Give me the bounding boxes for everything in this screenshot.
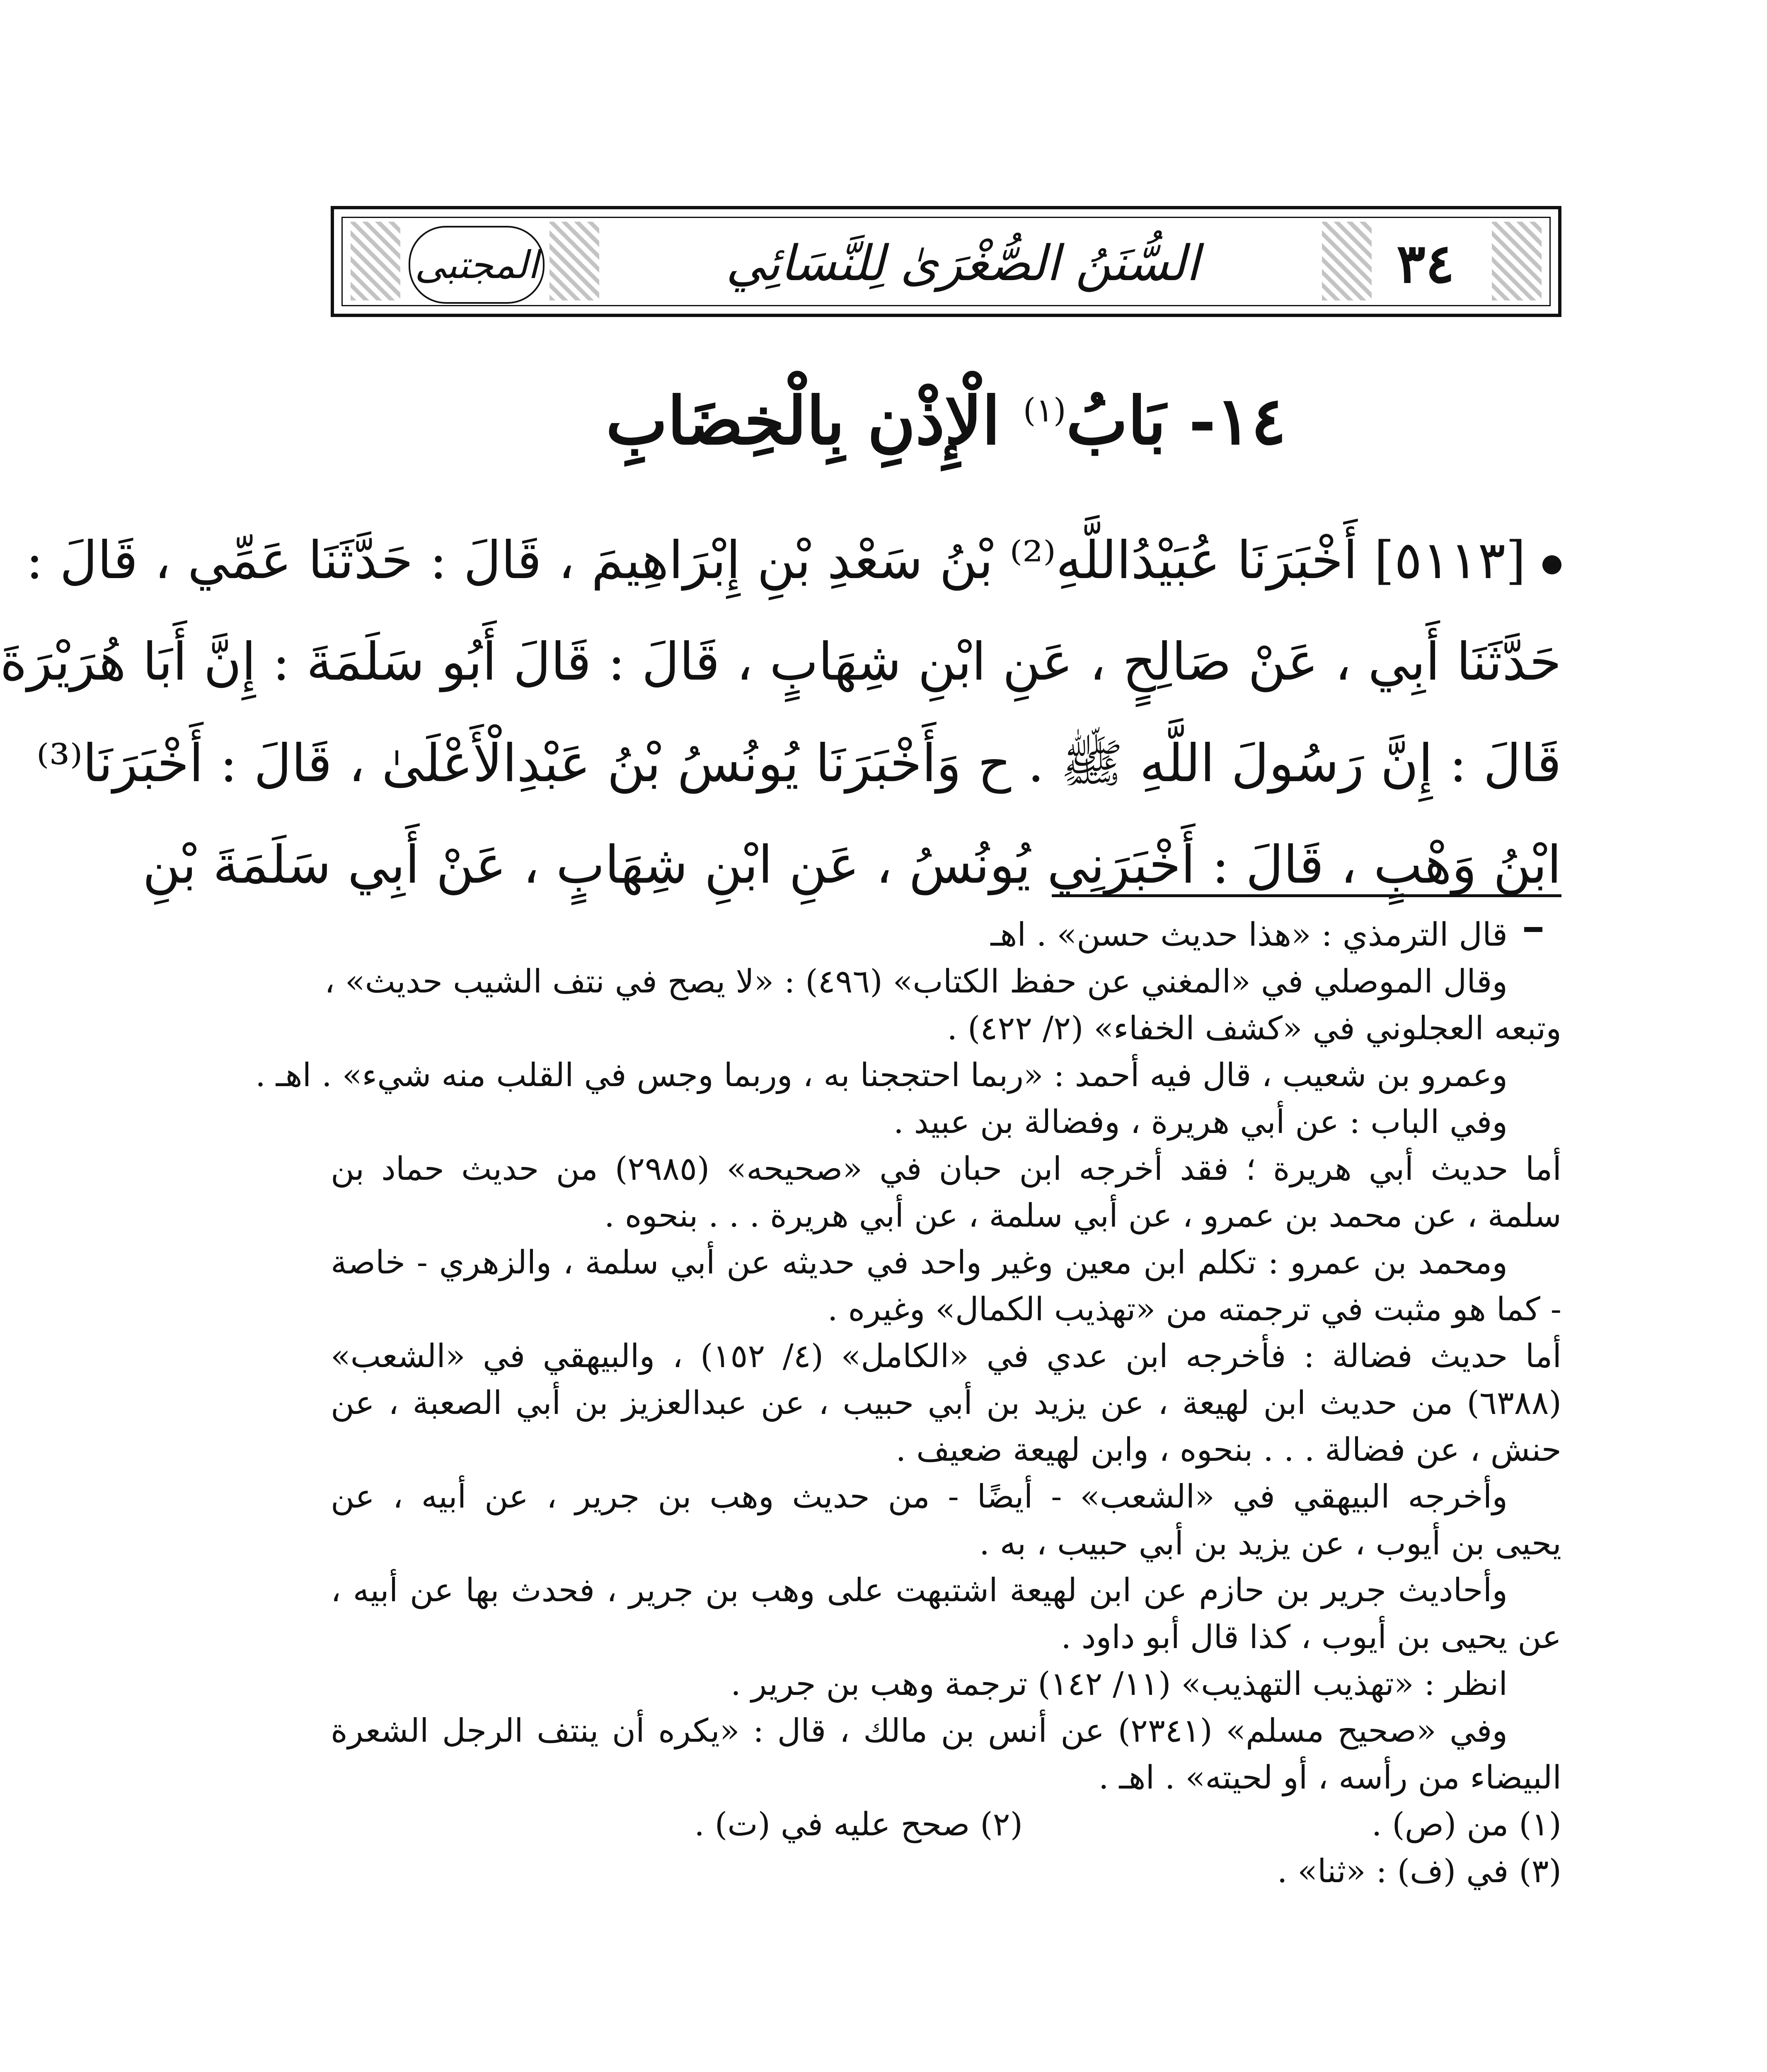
footnote-line: ومحمد بن عمرو : تكلم ابن معين وغير واحد في حديثه عن أبي سلمة ، والزهري - خاصة <box>331 1244 1508 1281</box>
footnote-2: (٢) صحح عليه في (ت) . <box>694 1806 1023 1843</box>
page-number: ٣٤ <box>1397 231 1455 295</box>
footnote-line: سلمة ، عن محمد بن عمرو ، عن أبي سلمة ، عن أبي هريرة . . . بنحوه . <box>604 1197 1561 1234</box>
footnote-ref: (١) <box>1023 391 1066 429</box>
footnote-line: وأحاديث جرير بن حازم عن ابن لهيعة اشتبهت على وهب بن جرير ، فحدث بها عن أبيه ، <box>331 1572 1508 1609</box>
book-title: السُّنَنُ الصُّغْرَىٰ لِلنَّسَائِي <box>726 235 1200 292</box>
page-header <box>331 206 1561 317</box>
header-ornament <box>549 222 599 300</box>
footnote-line: وعمرو بن شعيب ، قال فيه أحمد : «ربما احتججنا به ، وربما وجس في القلب منه شيء» . اهـ . <box>255 1057 1508 1094</box>
footnote-line: البيضاء من رأسه ، أو لحيته» . اهـ . <box>1098 1759 1561 1796</box>
footnote-line: قال الترمذي : «هذا حديث حسن» . اهـ <box>990 916 1508 954</box>
hadith-line: حَدَّثَنَا أَبِي ، عَنْ صَالِحٍ ، عَنِ ابْنِ شِهَابٍ ، قَالَ : قَالَ أَبُو سَلَمَةَ : إِنَّ أَبَا هُرَيْرَةَ <box>0 632 1561 692</box>
chapter-title: الْإِذْنِ بِالْخِضَابِ <box>606 382 1000 460</box>
footnote-line: وتبعه العجلوني في «كشف الخفاء» (٢/ ٤٢٢) . <box>947 1010 1561 1047</box>
footnote-line: يحيى بن أيوب ، عن يزيد بن أبي حبيب ، به . <box>979 1525 1561 1562</box>
footnote-line: أما حديث أبي هريرة ؛ فقد أخرجه ابن حبان في «صحيحه» (٢٩٨٥) من حديث حماد بن <box>331 1150 1561 1188</box>
hadith-line: ابْنُ وَهْبٍ ، قَالَ : أَخْبَرَنِي يُونُسُ ، عَنِ ابْنِ شِهَابٍ ، عَنْ أَبِي سَلَمَةَ بْنِ <box>142 835 1561 895</box>
footnotes <box>255 912 1561 1895</box>
hadith-line: [٥١١٣] أَخْبَرَنَا عُبَيْدُاللَّهِ⁽²⁾ بْنُ سَعْدِ بْنِ إِبْرَاهِيمَ ، قَالَ : حَدَّثَنَا عَمِّي ، قَالَ : <box>331 510 1561 611</box>
footnote-line: أما حديث فضالة : فأخرجه ابن عدي في «الكامل» (٤/ ١٥٢) ، والبيهقي في «الشعب» <box>331 1338 1561 1375</box>
footnote-line <box>331 1801 1561 1848</box>
footnote-line: - كما هو مثبت في ترجمته من «تهذيب الكمال» وغيره . <box>827 1291 1561 1328</box>
bullet-icon <box>1542 555 1561 574</box>
hadith-line: قَالَ : إِنَّ رَسُولَ اللَّهِ ﷺ . ح وَأَخْبَرَنَا يُونُسُ بْنُ عَبْدِالْأَعْلَىٰ ، قَالَ : أَخْبَرَنَا⁽³⁾ <box>36 733 1561 794</box>
footnote-divider <box>1052 894 1561 897</box>
header-ornament <box>1322 222 1372 300</box>
footnote-line: عن يحيى بن أيوب ، كذا قال أبو داود . <box>1061 1619 1561 1656</box>
footnote-line: وفي «صحيح مسلم» (٢٣٤١) عن أنس بن مالك ، قال : «يكره أن ينتف الرجل الشعرة <box>331 1712 1508 1750</box>
footnote-line: وأخرجه البيهقي في «الشعب» - أيضًا - من حديث وهب بن جرير ، عن أبيه ، عن <box>331 1478 1508 1515</box>
footnote-1: (١) من (ص) . <box>1371 1806 1561 1843</box>
header-subtitle: المجتبى <box>409 226 545 304</box>
footnote-3: (٣) في (ف) : «ثنا» . <box>1277 1853 1561 1890</box>
header-ornament <box>1492 222 1542 300</box>
footnote-line: انظر : «تهذيب التهذيب» (١١/ ١٤٢) ترجمة وهب بن جرير . <box>731 1665 1508 1703</box>
header-ornament <box>351 222 400 300</box>
hadith-text <box>0 510 1561 916</box>
footnote-line: (٦٣٨٨) من حديث ابن لهيعة ، عن يزيد بن أبي حبيب ، عن عبدالعزيز بن أبي الصعبة ، عن <box>331 1385 1561 1422</box>
footnote-line: وفي الباب : عن أبي هريرة ، وفضالة بن عبيد . <box>893 1104 1508 1141</box>
footnote-line: وقال الموصلي في «المغني عن حفظ الكتاب» (٤٩٦) : «لا يصح في نتف الشيب حديث» ، <box>324 963 1508 1000</box>
footnote-line: حنش ، عن فضالة . . . بنحوه ، وابن لهيعة ضعيف . <box>896 1431 1561 1469</box>
chapter-number-label: ١٤- بَابُ <box>1066 382 1286 460</box>
chapter-heading <box>331 369 1561 460</box>
